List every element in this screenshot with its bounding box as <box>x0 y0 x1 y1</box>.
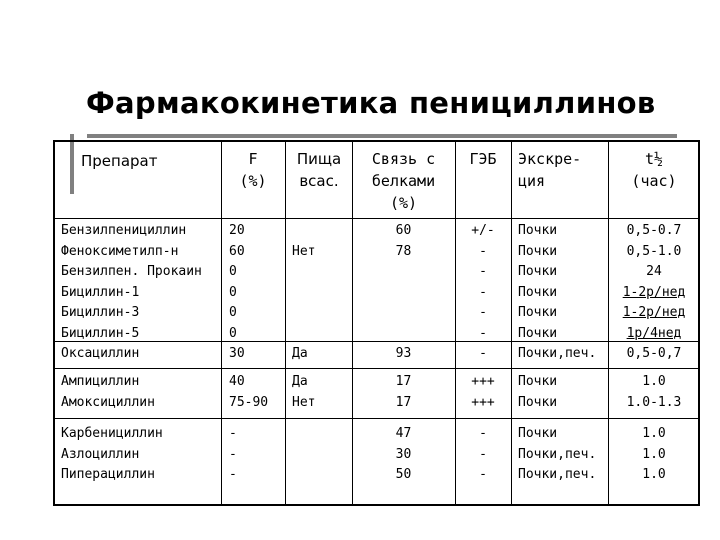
excretion-cell: Почки <box>518 264 558 279</box>
header-binding: Связь с <box>371 150 436 168</box>
thalf-cell: 0,5-1.0 <box>626 243 682 259</box>
header-thalf-unit: (час) <box>631 172 677 190</box>
pharmacokinetics-table <box>53 140 700 506</box>
f-cell: - <box>229 426 237 441</box>
bbb-cell: - <box>479 346 487 361</box>
f-cell: 20 <box>229 223 245 238</box>
header-food-2: всас. <box>299 172 339 190</box>
drug-cell: Карбенициллин <box>61 426 163 441</box>
binding-cell: 30 <box>395 446 412 462</box>
column-separator <box>511 142 512 504</box>
thalf-cell: 1-2р/нед <box>622 284 686 300</box>
thalf-cell: 1.0 <box>642 426 666 441</box>
thalf-cell: 0,5-0,7 <box>626 346 682 361</box>
binding-cell: 47 <box>395 426 412 441</box>
f-cell: - <box>229 446 237 462</box>
drug-cell: Бициллин-3 <box>61 305 140 320</box>
thalf-cell: 0,5-0.7 <box>626 223 682 238</box>
excretion-cell: Почки <box>518 395 558 410</box>
excretion-cell: Почки <box>518 374 558 389</box>
food-cell: Да <box>292 374 308 389</box>
thalf-cell: 1.0 <box>642 446 666 462</box>
f-cell: - <box>229 467 237 482</box>
drug-cell: Пиперациллин <box>61 467 155 482</box>
bbb-cell: - <box>479 243 487 259</box>
bbb-cell: - <box>479 284 487 300</box>
row-separator <box>55 368 698 369</box>
binding-cell: 17 <box>395 374 412 389</box>
row-separator <box>55 341 698 342</box>
thalf-cell: 1р/4нед <box>626 325 682 341</box>
bbb-cell: - <box>479 446 487 462</box>
bbb-cell: +++ <box>471 374 495 389</box>
drug-cell: Феноксиметилп-н <box>61 243 179 259</box>
header-thalf: t½ <box>644 150 664 168</box>
food-cell: Да <box>292 346 308 361</box>
drug-cell: Оксациллин <box>61 346 140 361</box>
food-cell: Нет <box>292 243 316 259</box>
f-cell: 30 <box>229 346 245 361</box>
bbb-cell: - <box>479 426 487 441</box>
f-cell: 60 <box>229 243 245 259</box>
title-underline <box>87 134 677 138</box>
f-cell: 0 <box>229 325 237 341</box>
bbb-cell: - <box>479 325 487 341</box>
column-separator <box>285 142 286 504</box>
drug-cell: Азлоциллин <box>61 446 140 462</box>
excretion-cell: Почки,печ. <box>518 467 597 482</box>
slide-title: Фармакокинетика пенициллинов <box>86 86 656 120</box>
bbb-cell: - <box>479 467 487 482</box>
f-cell: 75-90 <box>229 395 269 410</box>
drug-cell: Амоксициллин <box>61 395 155 410</box>
thalf-cell: 24 <box>646 264 662 279</box>
header-binding-3: (%) <box>389 194 418 212</box>
drug-cell: Бензилпен. Прокаин <box>61 264 202 279</box>
header-bbb: ГЭБ <box>469 150 497 168</box>
binding-cell: 50 <box>395 467 412 482</box>
bbb-cell: - <box>479 305 487 320</box>
drug-cell: Бициллин-5 <box>61 325 140 341</box>
header-f-unit: (%) <box>239 172 267 190</box>
bbb-cell: +++ <box>471 395 495 410</box>
thalf-cell: 1-2р/нед <box>622 305 686 320</box>
header-drug: Препарат <box>81 152 158 170</box>
header-binding-2: белками <box>371 172 436 190</box>
thalf-cell: 1.0 <box>642 374 666 389</box>
excretion-cell: Почки <box>518 426 558 441</box>
header-food: Пища <box>296 150 342 168</box>
excretion-cell: Почки <box>518 284 558 300</box>
row-separator <box>55 418 698 419</box>
binding-cell: 17 <box>395 395 412 410</box>
excretion-cell: Почки <box>518 223 558 238</box>
header-excretion: Экскре- <box>518 150 582 168</box>
drug-cell: Ампициллин <box>61 374 140 389</box>
f-cell: 0 <box>229 284 237 300</box>
thalf-cell: 1.0 <box>642 467 666 482</box>
header-separator <box>55 218 698 219</box>
excretion-cell: Почки <box>518 305 558 320</box>
f-cell: 0 <box>229 305 237 320</box>
bbb-cell: +/- <box>471 223 495 238</box>
excretion-cell: Почки <box>518 243 558 259</box>
food-cell: Нет <box>292 395 316 410</box>
excretion-cell: Почки <box>518 325 558 341</box>
binding-cell: 60 <box>395 223 412 238</box>
excretion-cell: Почки,печ. <box>518 346 597 361</box>
column-separator <box>221 142 222 504</box>
bbb-cell: - <box>479 264 487 279</box>
f-cell: 40 <box>229 374 245 389</box>
f-cell: 0 <box>229 264 237 279</box>
drug-cell: Бициллин-1 <box>61 284 140 300</box>
excretion-cell: Почки,печ. <box>518 446 597 462</box>
thalf-cell: 1.0-1.3 <box>626 395 682 410</box>
header-excretion-2: ция <box>518 172 546 190</box>
binding-cell: 78 <box>395 243 412 259</box>
drug-cell: Бензилпенициллин <box>61 223 187 238</box>
binding-cell: 93 <box>395 346 412 361</box>
header-f: F <box>248 150 258 168</box>
